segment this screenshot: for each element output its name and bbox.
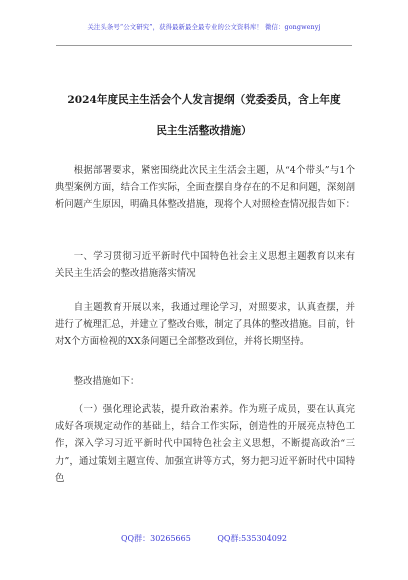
footer-qq-group-1: QQ群：30265665 [120, 534, 191, 543]
paragraph: 整改措施如下： [73, 376, 140, 387]
document-title-line2: 民主生活整改措施） [156, 125, 252, 137]
paragraph: 自主题教育开展以来，我通过理论学习，对照要求，认真查摆，并进行了梳理汇总，并建立了整改台账，制定了具体的整改措施。目前，针对X个方面检视的XX条问题已全部整改到位，并将长期坚持。 [55, 302, 356, 348]
header-banner: 关注头条号“公文研究”，获得最新最全最专业的公文资料库！ 微信：gongwenyj [87, 23, 321, 31]
paragraph-measure-one [55, 401, 355, 487]
paragraph-measures-label [55, 373, 355, 390]
paragraph: 根据部署要求，紧密围绕此次民主生活会主题，从“4个带头”与1个典型案例方面，结合工作实际，全面查摆自身存在的不足和问题，深刻剖析问题产生原因，明确具体整改措施，现将个人对照检查情况报告如下： [55, 165, 356, 211]
header-divider [56, 45, 352, 46]
paragraph: 一、学习贯彻习近平新时代中国特色社会主义思想主题教育以来有关民主生活会的整改措施落实情况 [55, 251, 355, 280]
paragraph-progress [55, 299, 355, 351]
paragraph: （一）强化理论武装，提升政治素养。作为班子成员，要在认真完成好各项规定动作的基础上，结合工作实际，创造性的开展亮点特色工作，深入学习习近平新时代中国特色社会主义思想，不断提高政治“三力”，通过策划主题宣传、加强宣讲等方式，努力把习近平新时代中国特色 [55, 404, 355, 484]
paragraph-intro [55, 162, 355, 214]
footer-qq-group-2: QQ群:535304092 [217, 534, 287, 543]
footer-contacts [0, 533, 408, 544]
paragraph-section-heading [55, 248, 355, 282]
document-title-line1: 2024年度民主生活会个人发言提纲（党委委员，含上年度 [67, 94, 341, 106]
